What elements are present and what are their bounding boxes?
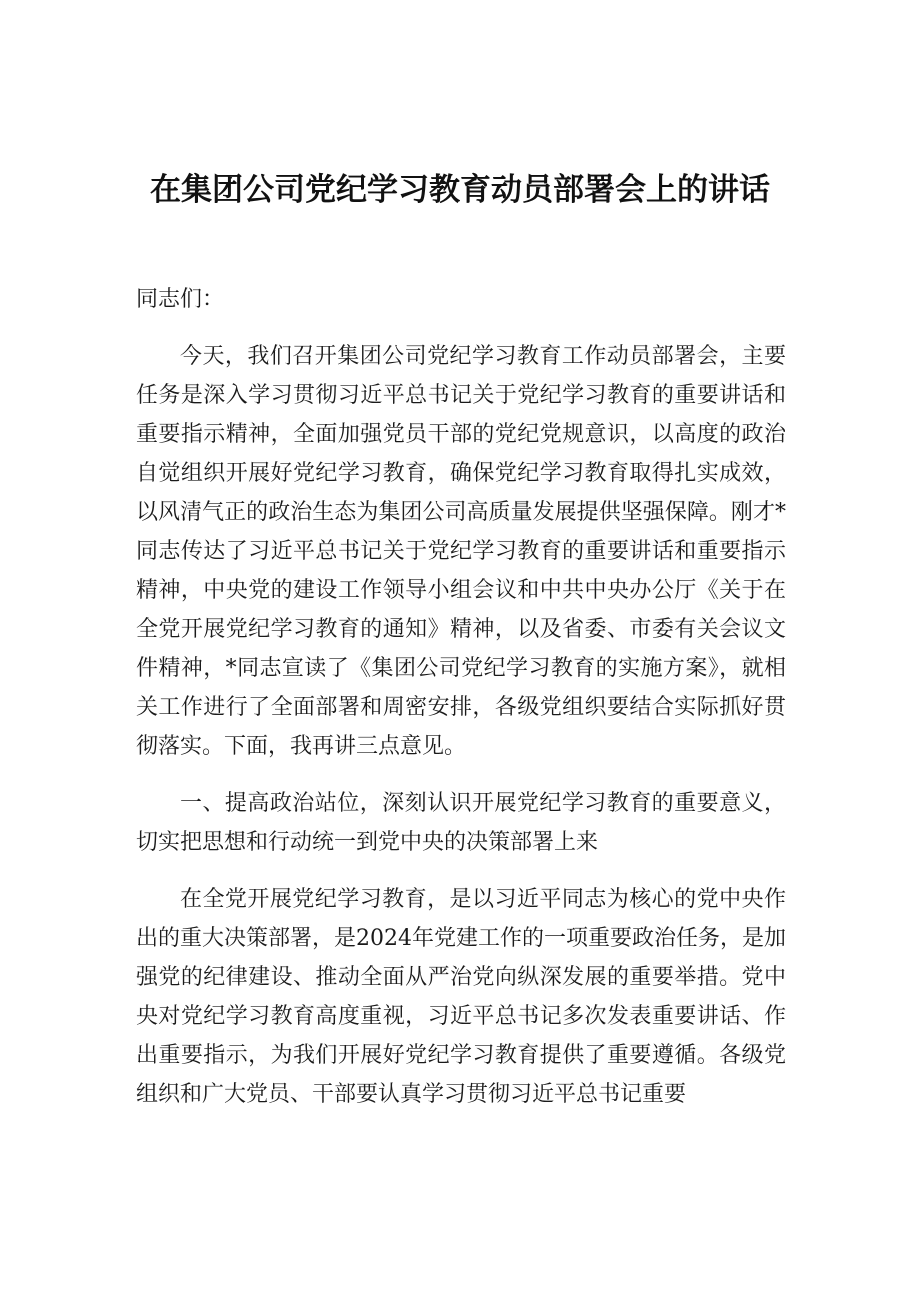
- salutation: 同志们：: [136, 287, 225, 312]
- document-title: 在集团公司党纪学习教育动员部署会上的讲话: [150, 172, 770, 208]
- document-body: [136, 280, 786, 1132]
- paragraph-section-one: 在全党开展党纪学习教育，是以习近平同志为核心的党中央作出的重大决策部署，是2024年党建工作的一项重要政治任务，是加强党的纪律建设、推动全面从严治党向纵深发展的重要举措。党中央对党纪学习教育高度重视，习近平总书记多次发表重要讲话、作出重要指示，为我们开展好党纪学习教育提供了重要遵循。各级党组织和广大党员、干部要认真学习贯彻习近平总书记重要: [136, 887, 786, 1107]
- section-heading-one: 一、提高政治站位，深刻认识开展党纪学习教育的重要意义，切实把思想和行动统一到党中央的决策部署上来: [136, 791, 786, 855]
- paragraph-opening: 今天，我们召开集团公司党纪学习教育工作动员部署会，主要任务是深入学习贯彻习近平总书记关于党纪学习教育的重要讲话和重要指示精神，全面加强党员干部的党纪党规意识，以高度的政治自觉组织开展好党纪学习教育，确保党纪学习教育取得扎实成效，以风清气正的政治生态为集团公司高质量发展提供坚强保障。刚才*同志传达了习近平总书记关于党纪学习教育的重要讲话和重要指示精神，中央党的建设工作领导小组会议和中共中央办公厅《关于在全党开展党纪学习教育的通知》精神，以及省委、市委有关会议文件精神，*同志宣读了《集团公司党纪学习教育的实施方案》，就相关工作进行了全面部署和周密安排，各级党组织要结合实际抓好贯彻落实。下面，我再讲三点意见。: [136, 344, 786, 759]
